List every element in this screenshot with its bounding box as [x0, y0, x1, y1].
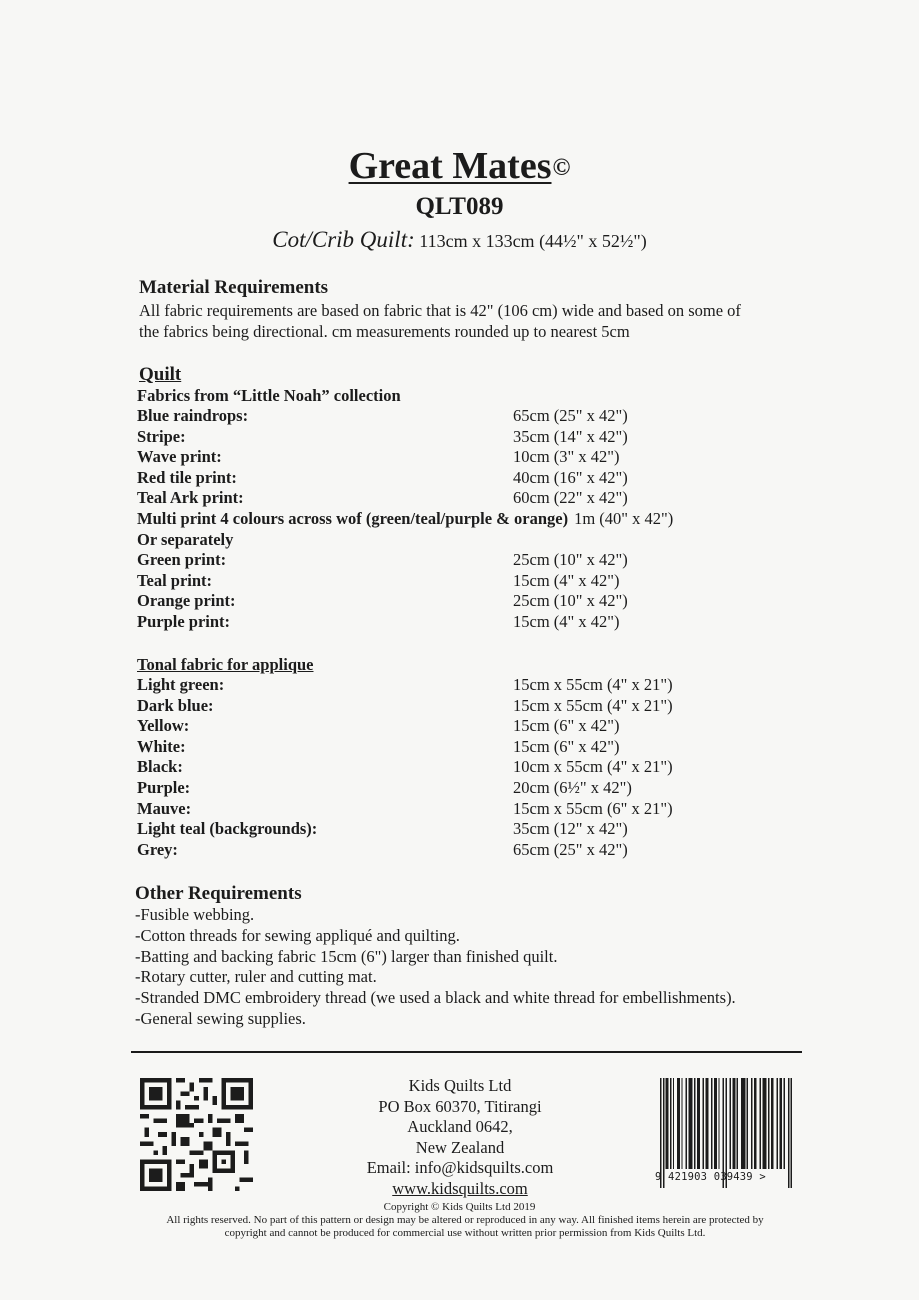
fabric-amount: 10cm x 55cm (4" x 21") — [513, 757, 673, 777]
fabric-row — [137, 468, 837, 489]
fabric-label: Blue raindrops: — [137, 406, 249, 425]
list-item: -Fusible webbing. — [135, 905, 255, 924]
fabric-label: Dark blue: — [137, 695, 214, 715]
fabric-row — [137, 757, 837, 778]
fabric-row — [137, 819, 837, 840]
rights-line-1: All rights reserved. No part of this pattern or design may be altered or reproduced in any way. All finished items herein are protected by — [166, 1214, 764, 1226]
list-item: -General sewing supplies. — [135, 1008, 306, 1028]
pattern-code: QLT089 — [415, 193, 504, 220]
other-list — [135, 905, 835, 1030]
fabric-row — [137, 675, 837, 696]
fabric-row — [137, 716, 837, 737]
fabric-amount: 15cm x 55cm (6" x 21") — [513, 798, 673, 818]
fabric-amount: 65cm (25" x 42") — [513, 406, 628, 425]
qr-code-icon — [140, 1078, 253, 1191]
fabric-row — [137, 696, 837, 717]
fabric-amount: 35cm (12" x 42") — [513, 819, 628, 839]
fabric-label: Green print: — [137, 550, 227, 570]
material-paragraph — [139, 300, 819, 342]
fabric-row — [137, 840, 837, 861]
list-item: -Batting and backing fabric 15cm (6") larger than finished quilt. — [135, 946, 558, 966]
fabric-label: Grey: — [137, 839, 178, 859]
quilt-heading: Quilt — [139, 364, 182, 385]
fabric-row — [137, 509, 837, 530]
fabric-row — [137, 530, 837, 551]
fabric-amount: 15cm (6" x 42") — [513, 736, 620, 756]
tonal-fabric-list — [137, 675, 837, 860]
list-item: -Cotton threads for sewing appliqué and quilting. — [135, 925, 460, 945]
title-block — [0, 143, 919, 256]
fabric-label: White: — [137, 736, 186, 756]
fabric-row — [137, 447, 837, 468]
barcode-number: 9 421903 039439 > — [655, 1171, 766, 1183]
fabric-row — [137, 427, 837, 448]
fabric-amount: 1m (40" x 42") — [574, 508, 674, 528]
quilt-size — [0, 225, 919, 256]
fabric-label: Yellow: — [137, 716, 190, 736]
quilt-fabric-list — [137, 406, 837, 633]
fabric-row — [137, 488, 837, 509]
rights-line-2: copyright and cannot be produced for commercial use without written prior permission from Kids Quilts Ltd. — [224, 1227, 706, 1239]
fabric-label: Orange print: — [137, 591, 236, 611]
fabric-row — [137, 550, 837, 571]
fabric-label: Stripe: — [137, 426, 186, 446]
fabric-row — [137, 799, 837, 820]
collection-label: Fabrics from “Little Noah” collection — [137, 386, 401, 405]
fabric-label: Light green: — [137, 675, 225, 694]
fabric-row — [137, 778, 837, 799]
fabric-row — [137, 406, 837, 427]
fabric-label: Red tile print: — [137, 467, 237, 487]
company-address — [330, 1076, 590, 1200]
country: New Zealand — [415, 1137, 505, 1157]
fabric-amount: 35cm (14" x 42") — [513, 426, 628, 446]
fabric-amount: 15cm (4" x 42") — [513, 611, 620, 631]
company-name: Kids Quilts Ltd — [408, 1076, 512, 1095]
po-box: PO Box 60370, Titirangi — [378, 1096, 542, 1116]
fabric-amount: 25cm (10" x 42") — [513, 591, 628, 611]
fabric-label: Wave print: — [137, 447, 222, 467]
quilt-size-label: Cot/Crib Quilt: — [272, 227, 415, 252]
tonal-heading: Tonal fabric for applique — [137, 655, 314, 674]
fabric-label: Mauve: — [137, 798, 192, 818]
fabric-amount: 15cm (6" x 42") — [513, 716, 620, 736]
material-line-1: All fabric requirements are based on fabric that is 42" (106 cm) wide and based on some of — [139, 301, 741, 320]
email: Email: info@kidsquilts.com — [366, 1158, 554, 1178]
fabric-amount: 65cm (25" x 42") — [513, 839, 628, 859]
quilt-size-value: 113cm x 133cm (44½" x 52½") — [419, 231, 647, 251]
other-heading: Other Requirements — [135, 883, 302, 904]
fabric-label: Or separately — [137, 529, 234, 549]
rights-notice — [120, 1214, 810, 1240]
fabric-amount: 40cm (16" x 42") — [513, 467, 628, 487]
pattern-title — [0, 143, 919, 191]
fabric-label: Teal Ark print: — [137, 488, 244, 508]
fabric-label: Purple print: — [137, 611, 231, 631]
fabric-amount: 25cm (10" x 42") — [513, 550, 628, 570]
material-line-2: the fabrics being directional. cm measurements rounded up to nearest 5cm — [139, 322, 630, 341]
copyright-symbol: © — [552, 155, 571, 181]
city: Auckland 0642, — [407, 1117, 513, 1137]
fabric-label: Multi print 4 colours across wof (green/teal/purple & orange) — [137, 508, 569, 528]
fabric-amount: 15cm x 55cm (4" x 21") — [513, 695, 673, 715]
fabric-amount: 15cm x 55cm (4" x 21") — [513, 675, 673, 694]
website-link[interactable]: www.kidsquilts.com — [392, 1178, 528, 1198]
fabric-row — [137, 571, 837, 592]
fabric-row — [137, 591, 837, 612]
fabric-amount: 60cm (22" x 42") — [513, 488, 628, 508]
list-item: -Rotary cutter, ruler and cutting mat. — [135, 967, 377, 987]
fabric-amount: 15cm (4" x 42") — [513, 570, 620, 590]
fabric-label: Teal print: — [137, 570, 213, 590]
fabric-amount: 10cm (3" x 42") — [513, 447, 620, 467]
footer-divider — [131, 1051, 802, 1053]
fabric-label: Purple: — [137, 777, 191, 797]
fabric-amount: 20cm (6½" x 42") — [513, 777, 632, 797]
pattern-title-text: Great Mates — [348, 145, 552, 187]
fabric-label: Black: — [137, 757, 183, 777]
list-item: -Stranded DMC embroidery thread (we used a black and white thread for embellishments). — [135, 988, 736, 1008]
fabric-row — [137, 737, 837, 758]
copyright-line: Copyright © Kids Quilts Ltd 2019 — [383, 1201, 536, 1213]
fabric-label: Light teal (backgrounds): — [137, 819, 318, 839]
material-heading: Material Requirements — [139, 277, 329, 298]
fabric-row — [137, 612, 837, 633]
